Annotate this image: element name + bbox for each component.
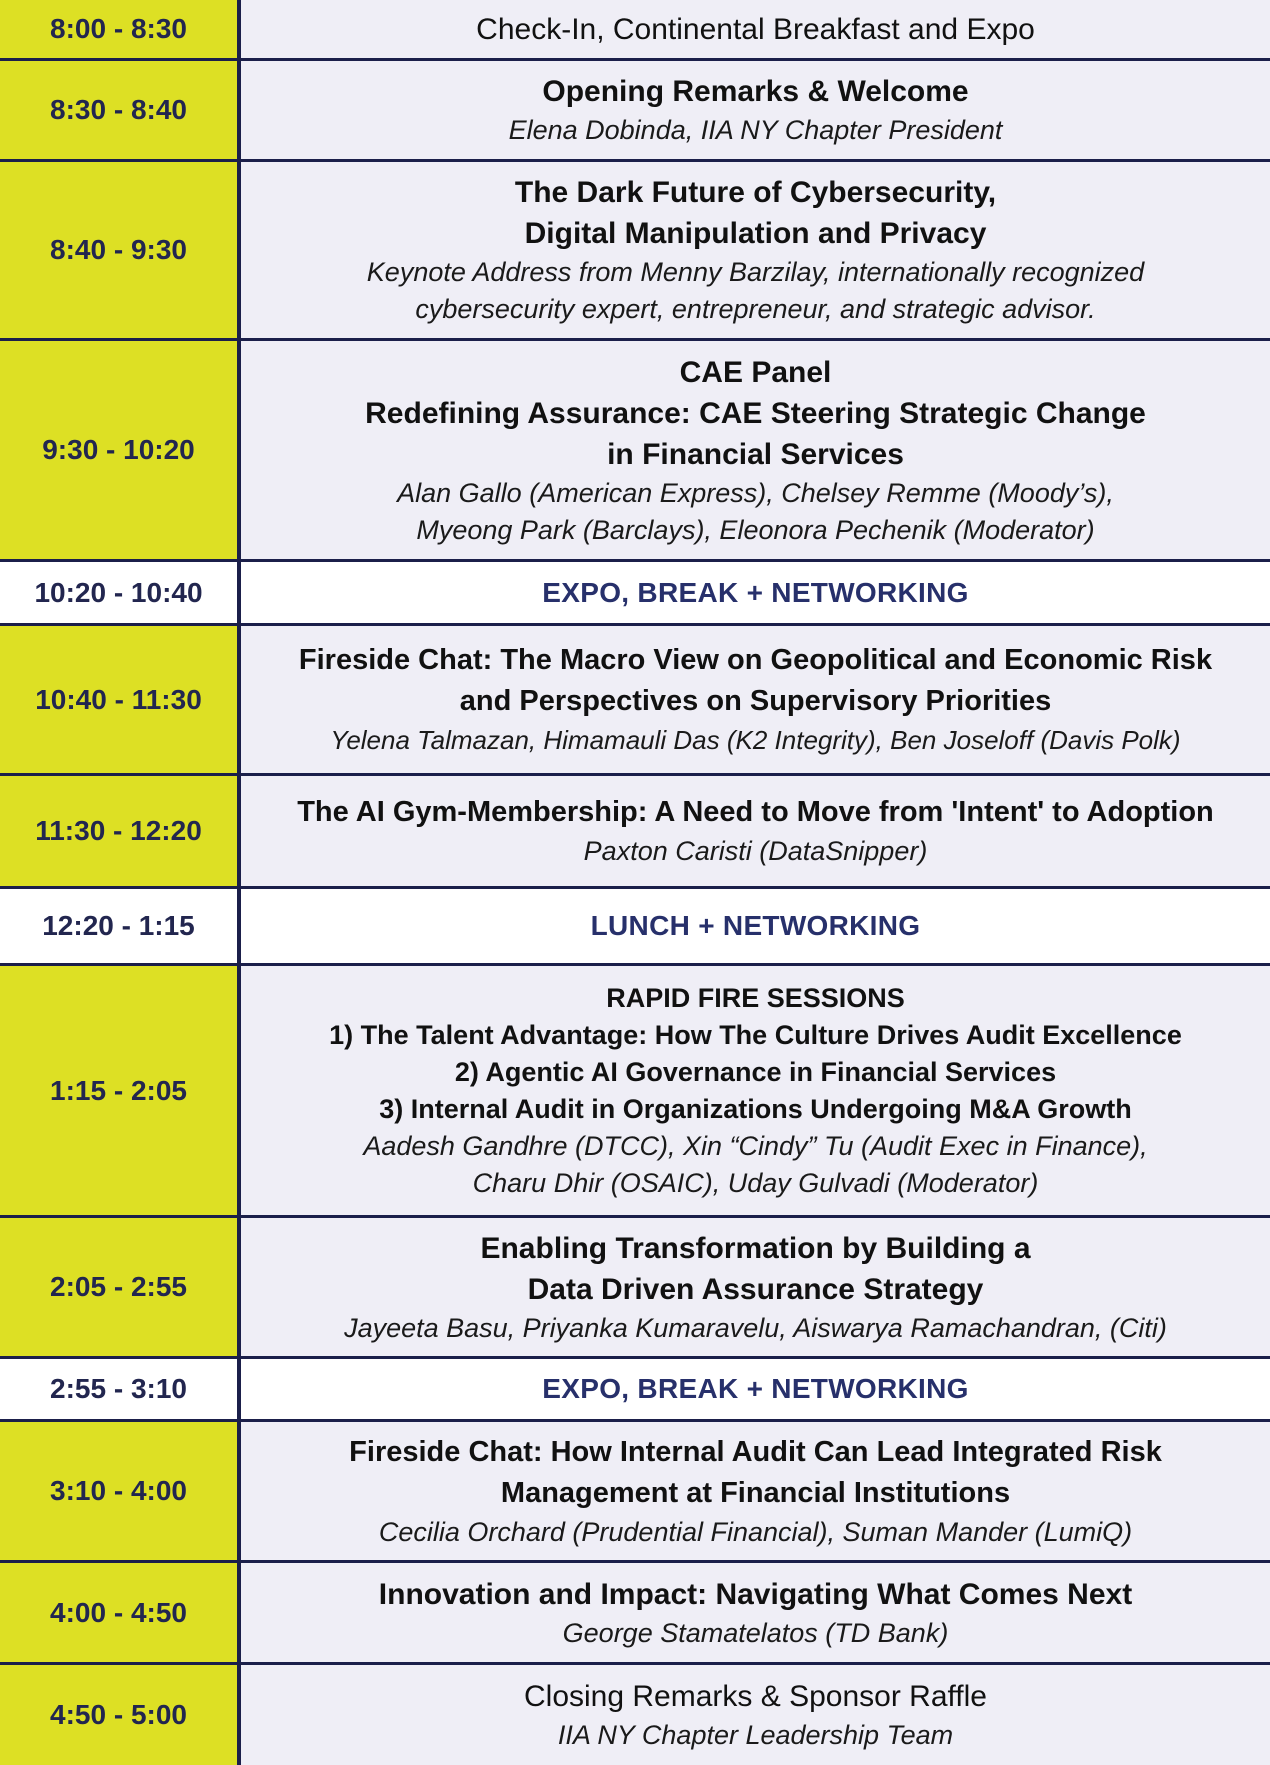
time-slot: 8:00 - 8:30 [0, 0, 241, 58]
session-title: Innovation and Impact: Navigating What Comes Next [378, 1577, 1133, 1611]
break-label: EXPO, BREAK + NETWORKING [542, 576, 969, 608]
time-slot: 10:20 - 10:40 [0, 562, 241, 623]
break-cell [241, 889, 1270, 963]
session-title: Management at Financial Institutions [500, 1476, 1011, 1509]
session-cell [241, 162, 1270, 338]
agenda-row [0, 1563, 1270, 1665]
time-slot: 8:40 - 9:30 [0, 162, 241, 338]
session-speakers: Cecilia Orchard (Prudential Financial), Suman Mander (LumiQ) [378, 1516, 1133, 1547]
break-label: EXPO, BREAK + NETWORKING [542, 1373, 969, 1404]
session-speakers: Keynote Address from Menny Barzilay, internationally recognized [366, 257, 1145, 287]
session-speakers: Yelena Talmazan, Himamauli Das (K2 Integrity), Ben Joseloff (Davis Polk) [330, 725, 1181, 755]
session-title: in Financial Services [607, 437, 904, 471]
session-cell [241, 626, 1270, 773]
session-title: Closing Remarks & Sponsor Raffle [524, 1680, 987, 1713]
session-speakers: Charu Dhir (OSAIC), Uday Gulvadi (Moderator) [472, 1167, 1039, 1198]
session-title: CAE Panel [679, 355, 832, 389]
session-title: 2) Agentic AI Governance in Financial Services [454, 1056, 1057, 1087]
session-cell [241, 1563, 1270, 1662]
session-title: The AI Gym-Membership: A Need to Move from 'Intent' to Adoption [297, 796, 1214, 828]
break-cell [241, 1359, 1270, 1419]
session-cell [241, 0, 1270, 58]
session-title: Fireside Chat: The Macro View on Geopolitical and Economic Risk [298, 644, 1213, 676]
session-speakers: cybersecurity expert, entrepreneur, and strategic advisor. [415, 294, 1096, 324]
time-slot: 10:40 - 11:30 [0, 626, 241, 773]
session-cell [241, 1665, 1270, 1765]
session-title: 3) Internal Audit in Organizations Undergoing M&A Growth [379, 1093, 1132, 1124]
break-cell [241, 562, 1270, 623]
time-slot: 8:30 - 8:40 [0, 61, 241, 159]
agenda-row [0, 0, 1270, 61]
agenda-row [0, 626, 1270, 776]
session-title: Redefining Assurance: CAE Steering Strategic Change [365, 396, 1146, 430]
agenda-row [0, 1422, 1270, 1563]
agenda-row [0, 162, 1270, 341]
session-title: RAPID FIRE SESSIONS [606, 982, 905, 1013]
agenda-row [0, 966, 1270, 1218]
session-speakers: George Stamatelatos (TD Bank) [562, 1617, 949, 1648]
time-slot: 4:00 - 4:50 [0, 1563, 241, 1662]
break-label: LUNCH + NETWORKING [590, 910, 921, 941]
break-row [0, 889, 1270, 966]
time-slot: 2:05 - 2:55 [0, 1218, 241, 1356]
session-speakers: Elena Dobinda, IIA NY Chapter President [508, 115, 1003, 145]
session-cell [241, 776, 1270, 886]
session-speakers: Paxton Caristi (DataSnipper) [583, 836, 928, 866]
session-title: Fireside Chat: How Internal Audit Can Lead Integrated Risk [349, 1435, 1162, 1468]
session-cell [241, 61, 1270, 159]
time-slot: 12:20 - 1:15 [0, 889, 241, 963]
session-speakers: Jayeeta Basu, Priyanka Kumaravelu, Aiswarya Ramachandran, (Citi) [344, 1312, 1167, 1343]
session-title: 1) The Talent Advantage: How The Culture Drives Audit Excellence [329, 1019, 1182, 1050]
time-slot: 3:10 - 4:00 [0, 1422, 241, 1560]
session-cell [241, 966, 1270, 1215]
time-slot: 11:30 - 12:20 [0, 776, 241, 886]
agenda-row [0, 1665, 1270, 1765]
session-title: and Perspectives on Supervisory Priorities [459, 685, 1052, 717]
session-title: The Dark Future of Cybersecurity, [514, 176, 997, 209]
break-row [0, 1359, 1270, 1422]
session-speakers: Aadesh Gandhre (DTCC), Xin “Cindy” Tu (Audit Exec in Finance), [363, 1130, 1148, 1161]
agenda-row [0, 1218, 1270, 1359]
session-title: Digital Manipulation and Privacy [524, 217, 987, 250]
session-title: Enabling Transformation by Building a [480, 1231, 1031, 1265]
agenda-row [0, 61, 1270, 162]
time-slot: 9:30 - 10:20 [0, 341, 241, 559]
session-cell [241, 1422, 1270, 1560]
session-speakers: Myeong Park (Barclays), Eleonora Pechenik (Moderator) [416, 514, 1095, 545]
time-slot: 1:15 - 2:05 [0, 966, 241, 1215]
session-title: Opening Remarks & Welcome [542, 75, 969, 108]
session-title: Check-In, Continental Breakfast and Expo [476, 12, 1035, 46]
time-slot: 2:55 - 3:10 [0, 1359, 241, 1419]
agenda-row [0, 776, 1270, 889]
session-speakers: IIA NY Chapter Leadership Team [557, 1720, 954, 1750]
time-slot: 4:50 - 5:00 [0, 1665, 241, 1765]
session-title: Data Driven Assurance Strategy [527, 1272, 984, 1306]
session-speakers: Alan Gallo (American Express), Chelsey Remme (Moody’s), [397, 477, 1114, 508]
session-cell [241, 1218, 1270, 1356]
break-row [0, 562, 1270, 626]
agenda-row [0, 341, 1270, 562]
session-cell [241, 341, 1270, 559]
